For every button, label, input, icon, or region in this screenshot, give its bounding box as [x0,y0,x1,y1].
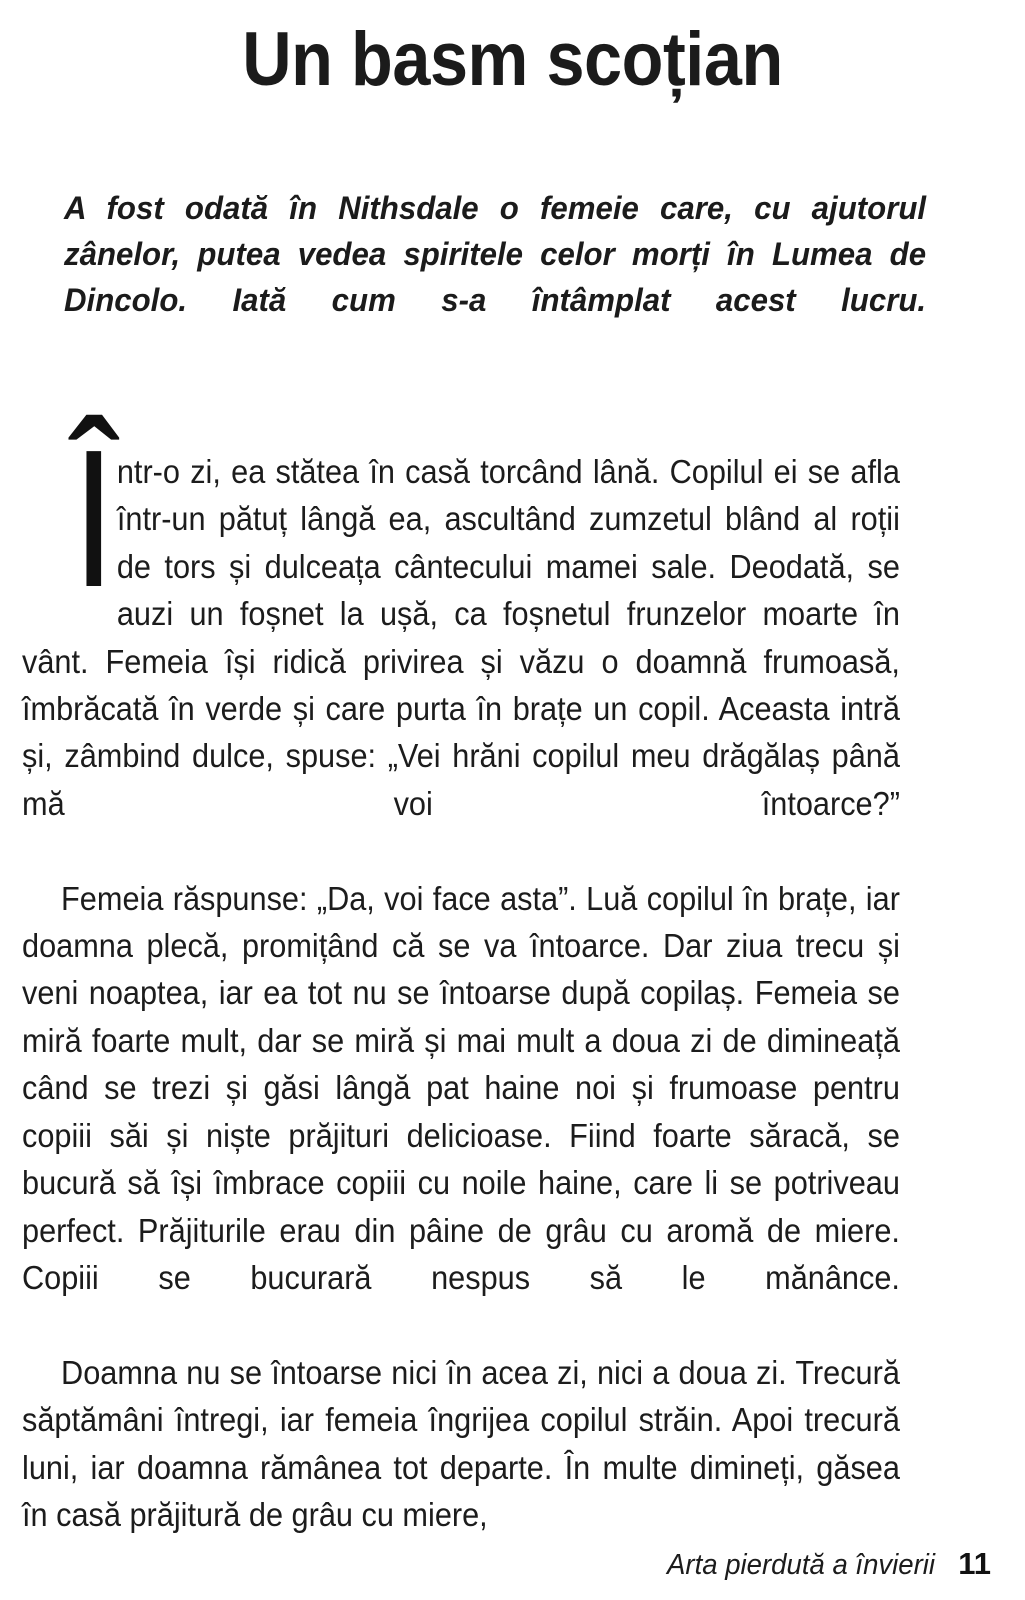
body-paragraph-2: Femeia răspunse: „Da, voi face asta”. Luă copilul în brațe, iar doamna plecă, promițând că se va întoarce. Dar ziua trecu și veni noaptea, iar ea tot nu se întoarse după copilaș. Femeia se miră foarte mult, dar se miră și mai mult a doua zi de dimineață când se trezi și găsi lângă pat haine noi și frumoase pentru copiii săi și niște prăjituri delicioase. Fiind foarte săracă, se bucură să își îmbrace copiii cu noile haine, care li se potriveau perfect. Prăjiturile erau din pâine de grâu cu aromă de miere. Copiii se bucurară nespus să le mănânce. [22,879,900,1296]
body-paragraph-3: Doamna nu se întoarse nici în acea zi, nici a doua zi. Trecură săptămâni întregi, iar femeia îngrijea copilul străin. Apoi trecură luni, iar doamna rămânea tot departe. În multe dimineți, găsea în casă prăjitură de grâu cu miere, [22,1353,900,1533]
dropcap-paragraph-wrap [22,409,966,875]
body-column [22,409,966,1538]
body-paragraph-1 [22,448,900,875]
footer-page-number: 11 [958,1546,991,1581]
body-paragraph-1-text: ntr-o zi, ea stătea în casă torcând lână. Copilul ei se afla într-un pătuț lângă ea, ascultând zumzetul blând al roții de tors și dulceața cântecului mamei sale. Deodată, se auzi un foșnet la ușă, ca foșnetul frunzelor moarte în vânt. Femeia își ridică privirea și văzu o doamnă frumoasă, îmbrăcată în verde și care purta în brațe un copil. Aceasta intră și, zâmbind dulce, spuse: „Vei hrăni copilul meu drăgălaș până mă voi întoarce?” [22,453,900,822]
dropcap-spacer [22,448,117,591]
intro-standfirst: A fost odată în Nithsdale o femeie care, cu ajutorul zânelor, putea vedea spiritele celor morți în Lumea de Dincolo. Iată cum s-a întâmplat acest lucru. [64,190,927,318]
title-block [0,14,1025,106]
dropcap-letter: Î [72,409,116,628]
page-title: Un basm scoțian [242,17,783,102]
footer-book-title: Arta pierdută a învierii [667,1549,936,1581]
page-footer [660,1547,991,1582]
